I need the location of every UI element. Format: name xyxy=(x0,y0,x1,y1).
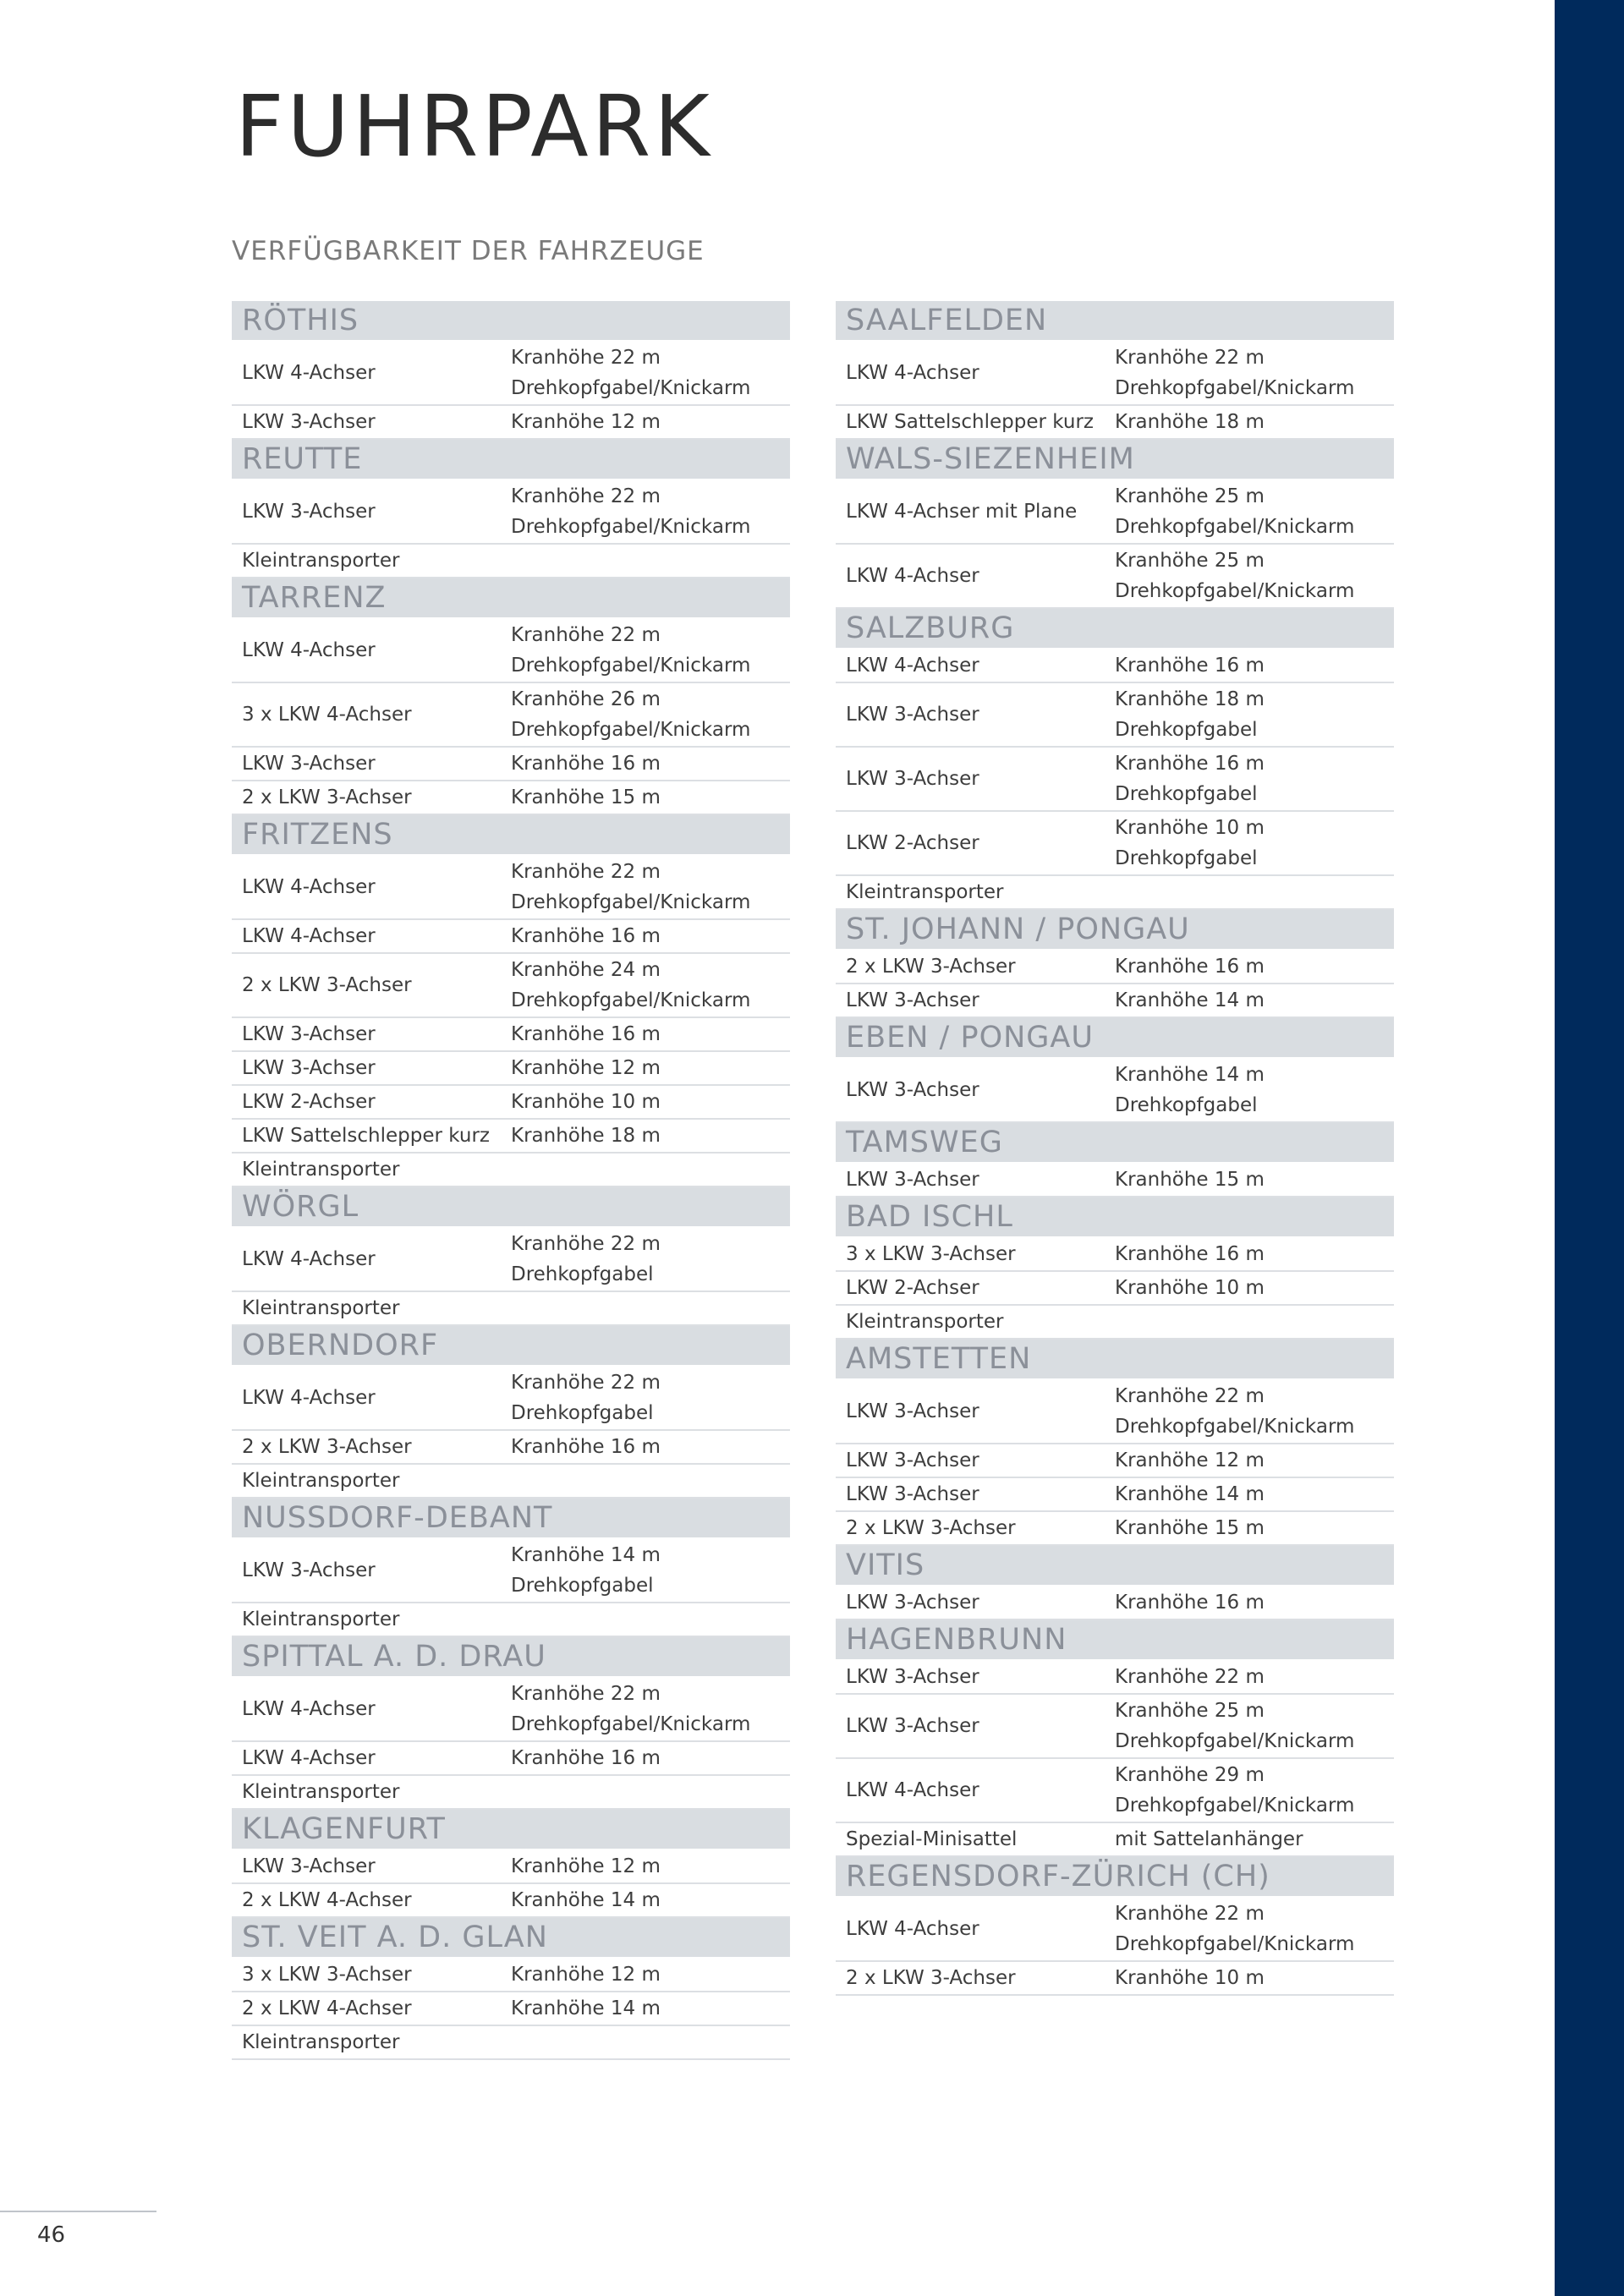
vehicle-row xyxy=(836,649,1394,683)
vehicle-type: LKW 4-Achser xyxy=(846,362,979,384)
vehicle-row xyxy=(232,1228,790,1292)
vehicle-row xyxy=(232,954,790,1018)
crane-spec-line: Drehkopfgabel/Knickarm xyxy=(511,1713,751,1735)
vehicle-type: Kleintransporter xyxy=(242,2031,400,2053)
location-header: NUSSDORF-DEBANT xyxy=(232,1499,790,1537)
vehicle-row xyxy=(836,812,1394,876)
vehicle-type: Spezial-Minisattel xyxy=(846,1828,1018,1850)
crane-spec-line: Kranhöhe 22 m xyxy=(511,1372,661,1394)
crane-spec xyxy=(1115,951,1394,982)
vehicle-row xyxy=(232,1992,790,2026)
vehicle-type: LKW 4-Achser xyxy=(846,1779,979,1801)
crane-spec-line: Kranhöhe 25 m xyxy=(1115,1700,1265,1722)
location-header: OBERNDORF xyxy=(232,1326,790,1365)
crane-spec-line: Kranhöhe 14 m xyxy=(511,1544,661,1566)
crane-spec xyxy=(1115,748,1394,809)
crane-spec xyxy=(1115,1760,1394,1821)
vehicle-type: 2 x LKW 3-Achser xyxy=(846,1967,1016,1989)
crane-spec xyxy=(1115,1587,1394,1618)
crane-spec-line: Drehkopfgabel xyxy=(1115,847,1258,869)
crane-spec-line: Kranhöhe 16 m xyxy=(511,925,661,947)
crane-spec-line: Kranhöhe 22 m xyxy=(511,624,661,646)
vehicle-row xyxy=(232,619,790,683)
crane-spec xyxy=(511,1229,790,1290)
crane-spec xyxy=(1115,1445,1394,1476)
vehicle-row xyxy=(232,2026,790,2060)
crane-spec xyxy=(511,481,790,542)
crane-spec xyxy=(1115,1164,1394,1195)
crane-spec-line: Kranhöhe 22 m xyxy=(511,1683,661,1705)
vehicle-type: LKW 3-Achser xyxy=(846,1483,979,1505)
crane-spec xyxy=(1115,545,1394,606)
location-header: ST. VEIT A. D. GLAN xyxy=(232,1918,790,1957)
vehicle-row xyxy=(232,342,790,406)
vehicle-row xyxy=(232,856,790,920)
crane-spec-line: Kranhöhe 16 m xyxy=(511,1747,661,1769)
crane-spec-line: Kranhöhe 16 m xyxy=(511,1023,661,1045)
crane-spec-line: Drehkopfgabel/Knickarm xyxy=(1115,1933,1355,1955)
vehicle-type: Kleintransporter xyxy=(242,1470,400,1492)
crane-spec xyxy=(1115,1899,1394,1959)
vehicle-row xyxy=(836,1695,1394,1759)
crane-spec-line: Kranhöhe 15 m xyxy=(1115,1169,1265,1191)
crane-spec-line: Kranhöhe 16 m xyxy=(1115,655,1265,677)
location-header: TARRENZ xyxy=(232,578,790,617)
vehicle-row xyxy=(836,1759,1394,1823)
vehicle-type: 3 x LKW 3-Achser xyxy=(242,1964,412,1986)
vehicle-type: LKW 3-Achser xyxy=(846,1715,979,1737)
crane-spec-line: Drehkopfgabel/Knickarm xyxy=(511,516,751,538)
vehicle-row xyxy=(232,1539,790,1603)
location-header: WALS-SIEZENHEIM xyxy=(836,440,1394,479)
crane-spec-line: Kranhöhe 18 m xyxy=(1115,411,1265,433)
vehicle-row xyxy=(232,781,790,815)
page-subtitle: VERFÜGBARKEIT DER FAHRZEUGE xyxy=(232,236,705,266)
vehicle-type: 2 x LKW 4-Achser xyxy=(242,1997,412,2019)
vehicle-type: LKW 3-Achser xyxy=(846,1169,979,1191)
crane-spec-line: Kranhöhe 10 m xyxy=(511,1091,661,1113)
crane-spec xyxy=(1115,407,1394,437)
crane-spec xyxy=(1115,985,1394,1016)
crane-spec xyxy=(511,1993,790,2024)
vehicle-type: LKW 4-Achser xyxy=(242,1248,376,1270)
crane-spec-line: Kranhöhe 10 m xyxy=(1115,817,1265,839)
location-header: VITIS xyxy=(836,1546,1394,1585)
crane-spec xyxy=(511,955,790,1016)
vehicle-type: LKW 3-Achser xyxy=(242,411,376,433)
crane-spec-line: Kranhöhe 29 m xyxy=(1115,1764,1265,1786)
crane-spec-line: Kranhöhe 22 m xyxy=(511,861,661,883)
vehicle-row xyxy=(232,1018,790,1052)
vehicle-row xyxy=(232,1603,790,1637)
vehicle-row xyxy=(232,1431,790,1465)
crane-spec-line: Drehkopfgabel xyxy=(1115,719,1258,741)
vehicle-row xyxy=(232,748,790,781)
vehicle-type: LKW Sattelschlepper kurz xyxy=(846,411,1094,433)
location-header: SPITTAL A. D. DRAU xyxy=(232,1637,790,1676)
crane-spec-line: Kranhöhe 22 m xyxy=(1115,1385,1265,1407)
crane-spec-line: Kranhöhe 14 m xyxy=(1115,1064,1265,1086)
vehicle-type: 2 x LKW 3-Achser xyxy=(242,1436,412,1458)
crane-spec xyxy=(1115,1239,1394,1269)
vehicle-type: LKW 3-Achser xyxy=(846,1666,979,1688)
crane-spec-line: Kranhöhe 16 m xyxy=(1115,1243,1265,1265)
crane-spec-line: Kranhöhe 25 m xyxy=(1115,485,1265,507)
crane-spec xyxy=(511,1121,790,1151)
vehicle-row xyxy=(232,1959,790,1992)
location-header: ST. JOHANN / PONGAU xyxy=(836,910,1394,949)
vehicle-row xyxy=(836,480,1394,545)
location-header: REUTTE xyxy=(232,440,790,479)
vehicle-type: LKW 2-Achser xyxy=(242,1091,376,1113)
vehicle-row xyxy=(836,1586,1394,1620)
crane-spec-line: Drehkopfgabel/Knickarm xyxy=(1115,1730,1355,1752)
crane-spec xyxy=(511,748,790,779)
crane-spec xyxy=(511,407,790,437)
footer-rule xyxy=(0,2211,156,2212)
vehicle-type: 2 x LKW 4-Achser xyxy=(242,1889,412,1911)
vehicle-type: Kleintransporter xyxy=(846,881,1004,903)
crane-spec-line: Drehkopfgabel/Knickarm xyxy=(1115,377,1355,399)
crane-spec-line: Kranhöhe 14 m xyxy=(511,1889,661,1911)
crane-spec-line: Drehkopfgabel/Knickarm xyxy=(1115,1416,1355,1438)
crane-spec-line: Kranhöhe 10 m xyxy=(1115,1967,1265,1989)
vehicle-type: LKW 2-Achser xyxy=(846,832,979,854)
vehicle-type: Kleintransporter xyxy=(242,1159,400,1181)
crane-spec-line: mit Sattelanhänger xyxy=(1115,1828,1303,1850)
crane-spec-line: Kranhöhe 26 m xyxy=(511,688,661,710)
vehicle-type: LKW 3-Achser xyxy=(846,1449,979,1471)
vehicle-row xyxy=(836,1512,1394,1546)
vehicle-type: LKW 3-Achser xyxy=(242,1855,376,1877)
crane-spec-line: Kranhöhe 22 m xyxy=(1115,1903,1265,1925)
vehicle-type: 2 x LKW 3-Achser xyxy=(242,974,412,996)
vehicle-type: LKW 3-Achser xyxy=(846,1079,979,1101)
crane-spec xyxy=(1115,481,1394,542)
crane-spec-line: Drehkopfgabel/Knickarm xyxy=(511,989,751,1011)
vehicle-type: LKW 3-Achser xyxy=(242,753,376,775)
crane-spec xyxy=(511,1367,790,1428)
vehicle-type: LKW 3-Achser xyxy=(242,501,376,523)
vehicle-type: 2 x LKW 3-Achser xyxy=(242,786,412,808)
crane-spec xyxy=(1115,342,1394,403)
location-header: TAMSWEG xyxy=(836,1123,1394,1162)
crane-spec-line: Kranhöhe 12 m xyxy=(511,1855,661,1877)
vehicle-type: LKW 3-Achser xyxy=(242,1057,376,1079)
vehicle-type: LKW 4-Achser xyxy=(242,639,376,661)
crane-spec-line: Kranhöhe 16 m xyxy=(511,753,661,775)
crane-spec xyxy=(1115,1963,1394,1993)
vehicle-type: LKW 3-Achser xyxy=(846,989,979,1011)
crane-spec-line: Drehkopfgabel/Knickarm xyxy=(511,891,751,913)
crane-spec-line: Kranhöhe 15 m xyxy=(511,786,661,808)
vehicle-type: LKW 4-Achser xyxy=(846,655,979,677)
crane-spec-line: Kranhöhe 16 m xyxy=(1115,956,1265,978)
crane-spec-line: Drehkopfgabel/Knickarm xyxy=(511,719,751,741)
vehicle-row xyxy=(232,683,790,748)
vehicle-row xyxy=(836,683,1394,748)
vehicle-row xyxy=(232,1052,790,1086)
vehicle-row xyxy=(232,1884,790,1918)
crane-spec xyxy=(511,342,790,403)
vehicle-row xyxy=(232,1678,790,1742)
vehicle-row xyxy=(836,984,1394,1018)
vehicle-row xyxy=(232,1153,790,1187)
location-header: BAD ISCHL xyxy=(836,1197,1394,1236)
vehicle-row xyxy=(836,1962,1394,1996)
crane-spec xyxy=(1115,1060,1394,1121)
crane-spec-line: Kranhöhe 24 m xyxy=(511,959,661,981)
crane-spec-line: Kranhöhe 18 m xyxy=(511,1125,661,1147)
location-header: SAALFELDEN xyxy=(836,301,1394,340)
vehicle-type: Kleintransporter xyxy=(242,1608,400,1630)
crane-spec-line: Kranhöhe 16 m xyxy=(511,1436,661,1458)
vehicle-row xyxy=(836,951,1394,984)
vehicle-type: LKW 4-Achser xyxy=(242,1747,376,1769)
vehicle-row xyxy=(232,545,790,578)
vehicle-row xyxy=(836,748,1394,812)
crane-spec-line: Kranhöhe 22 m xyxy=(511,485,661,507)
vehicle-row xyxy=(836,1444,1394,1478)
vehicle-type: 2 x LKW 3-Achser xyxy=(846,1517,1016,1539)
crane-spec xyxy=(511,1087,790,1117)
crane-spec xyxy=(511,1851,790,1882)
vehicle-row xyxy=(836,545,1394,609)
crane-spec xyxy=(511,921,790,951)
crane-spec-line: Kranhöhe 22 m xyxy=(511,347,661,369)
crane-spec-line: Kranhöhe 14 m xyxy=(1115,1483,1265,1505)
crane-spec-line: Kranhöhe 25 m xyxy=(1115,550,1265,572)
vehicle-type: LKW Sattelschlepper kurz xyxy=(242,1125,490,1147)
vehicle-row xyxy=(836,876,1394,910)
left-column xyxy=(232,301,790,2060)
vehicle-row xyxy=(232,1292,790,1326)
vehicle-type: Kleintransporter xyxy=(242,1781,400,1803)
crane-spec xyxy=(511,1679,790,1740)
vehicle-type: LKW 4-Achser mit Plane xyxy=(846,501,1078,523)
vehicle-row xyxy=(836,1164,1394,1197)
crane-spec-line: Kranhöhe 12 m xyxy=(511,411,661,433)
crane-spec-line: Drehkopfgabel/Knickarm xyxy=(511,377,751,399)
vehicle-type: LKW 4-Achser xyxy=(242,876,376,898)
vehicle-type: LKW 4-Achser xyxy=(242,1698,376,1720)
page-title: FUHRPARK xyxy=(235,77,713,176)
crane-spec xyxy=(1115,650,1394,681)
crane-spec-line: Kranhöhe 22 m xyxy=(511,1233,661,1255)
vehicle-type: LKW 4-Achser xyxy=(846,565,979,587)
location-header: RÖTHIS xyxy=(232,301,790,340)
crane-spec-line: Kranhöhe 12 m xyxy=(511,1057,661,1079)
vehicle-row xyxy=(232,1850,790,1884)
location-header: KLAGENFURT xyxy=(232,1810,790,1849)
crane-spec xyxy=(511,1959,790,1990)
crane-spec xyxy=(511,1743,790,1773)
vehicle-type: LKW 3-Achser xyxy=(846,768,979,790)
crane-spec xyxy=(511,1053,790,1083)
right-column xyxy=(836,301,1394,1996)
vehicle-row xyxy=(232,1465,790,1499)
crane-spec xyxy=(511,857,790,918)
vehicle-row xyxy=(232,1086,790,1120)
crane-spec xyxy=(1115,813,1394,874)
crane-spec xyxy=(1115,1479,1394,1510)
crane-spec-line: Kranhöhe 16 m xyxy=(1115,753,1265,775)
vehicle-type: LKW 4-Achser xyxy=(242,362,376,384)
vehicle-type: LKW 3-Achser xyxy=(242,1559,376,1581)
crane-spec xyxy=(1115,1824,1394,1855)
crane-spec-line: Drehkopfgabel xyxy=(511,1402,654,1424)
crane-spec-line: Drehkopfgabel/Knickarm xyxy=(1115,1795,1355,1817)
vehicle-row xyxy=(232,920,790,954)
location-header: FRITZENS xyxy=(232,815,790,854)
vehicle-type: LKW 3-Achser xyxy=(846,704,979,726)
crane-spec-line: Kranhöhe 15 m xyxy=(1115,1517,1265,1539)
page-number: 46 xyxy=(37,2222,66,2248)
vehicle-type: LKW 4-Achser xyxy=(846,1918,979,1940)
vehicle-type: Kleintransporter xyxy=(242,1297,400,1319)
vehicle-row xyxy=(232,1367,790,1431)
vehicle-row xyxy=(836,1823,1394,1857)
crane-spec-line: Drehkopfgabel xyxy=(1115,1094,1258,1116)
vehicle-type: LKW 4-Achser xyxy=(242,925,376,947)
crane-spec xyxy=(1115,1381,1394,1442)
vehicle-row xyxy=(836,1059,1394,1123)
vehicle-type: LKW 3-Achser xyxy=(846,1592,979,1614)
vehicle-row xyxy=(836,1238,1394,1272)
vehicle-row xyxy=(232,1120,790,1153)
vehicle-type: LKW 4-Achser xyxy=(242,1387,376,1409)
crane-spec xyxy=(511,1885,790,1915)
vehicle-type: LKW 2-Achser xyxy=(846,1277,979,1299)
vehicle-type: 3 x LKW 4-Achser xyxy=(242,704,412,726)
crane-spec xyxy=(1115,684,1394,745)
crane-spec-line: Kranhöhe 12 m xyxy=(1115,1449,1265,1471)
crane-spec-line: Drehkopfgabel/Knickarm xyxy=(1115,516,1355,538)
crane-spec-line: Drehkopfgabel xyxy=(511,1575,654,1597)
location-header: AMSTETTEN xyxy=(836,1340,1394,1378)
crane-spec-line: Kranhöhe 16 m xyxy=(1115,1592,1265,1614)
crane-spec-line: Kranhöhe 12 m xyxy=(511,1964,661,1986)
vehicle-type: 3 x LKW 3-Achser xyxy=(846,1243,1016,1265)
crane-spec-line: Kranhöhe 14 m xyxy=(511,1997,661,2019)
vehicle-row xyxy=(836,342,1394,406)
vehicle-row xyxy=(836,1898,1394,1962)
crane-spec xyxy=(1115,1513,1394,1543)
vehicle-row xyxy=(836,1306,1394,1340)
location-header: REGENSDORF-ZÜRICH (CH) xyxy=(836,1857,1394,1896)
vehicle-row xyxy=(836,1661,1394,1695)
crane-spec xyxy=(511,620,790,681)
crane-spec xyxy=(1115,1662,1394,1692)
vehicle-row xyxy=(232,480,790,545)
vehicle-type: 2 x LKW 3-Achser xyxy=(846,956,1016,978)
crane-spec-line: Kranhöhe 14 m xyxy=(1115,989,1265,1011)
crane-spec-line: Drehkopfgabel xyxy=(511,1263,654,1285)
crane-spec-line: Kranhöhe 22 m xyxy=(1115,347,1265,369)
crane-spec xyxy=(511,782,790,813)
crane-spec-line: Drehkopfgabel/Knickarm xyxy=(1115,580,1355,602)
crane-spec-line: Drehkopfgabel xyxy=(1115,783,1258,805)
vehicle-row xyxy=(836,406,1394,440)
crane-spec-line: Kranhöhe 10 m xyxy=(1115,1277,1265,1299)
crane-spec xyxy=(1115,1273,1394,1303)
crane-spec xyxy=(511,1432,790,1462)
crane-spec xyxy=(1115,1696,1394,1756)
crane-spec-line: Kranhöhe 18 m xyxy=(1115,688,1265,710)
location-header: SALZBURG xyxy=(836,609,1394,648)
vehicle-type: Kleintransporter xyxy=(846,1311,1004,1333)
crane-spec xyxy=(511,1540,790,1601)
vehicle-row xyxy=(836,1478,1394,1512)
vehicle-row xyxy=(836,1380,1394,1444)
location-header: WÖRGL xyxy=(232,1187,790,1226)
vehicle-type: LKW 3-Achser xyxy=(846,1400,979,1422)
side-stripe xyxy=(1555,0,1624,2296)
vehicle-row xyxy=(232,1776,790,1810)
crane-spec xyxy=(511,684,790,745)
vehicle-row xyxy=(232,406,790,440)
vehicle-row xyxy=(836,1272,1394,1306)
vehicle-row xyxy=(232,1742,790,1776)
crane-spec xyxy=(511,1019,790,1049)
location-header: HAGENBRUNN xyxy=(836,1620,1394,1659)
location-header: EBEN / PONGAU xyxy=(836,1018,1394,1057)
crane-spec-line: Drehkopfgabel/Knickarm xyxy=(511,655,751,677)
crane-spec-line: Kranhöhe 22 m xyxy=(1115,1666,1265,1688)
vehicle-type: Kleintransporter xyxy=(242,550,400,572)
vehicle-type: LKW 3-Achser xyxy=(242,1023,376,1045)
